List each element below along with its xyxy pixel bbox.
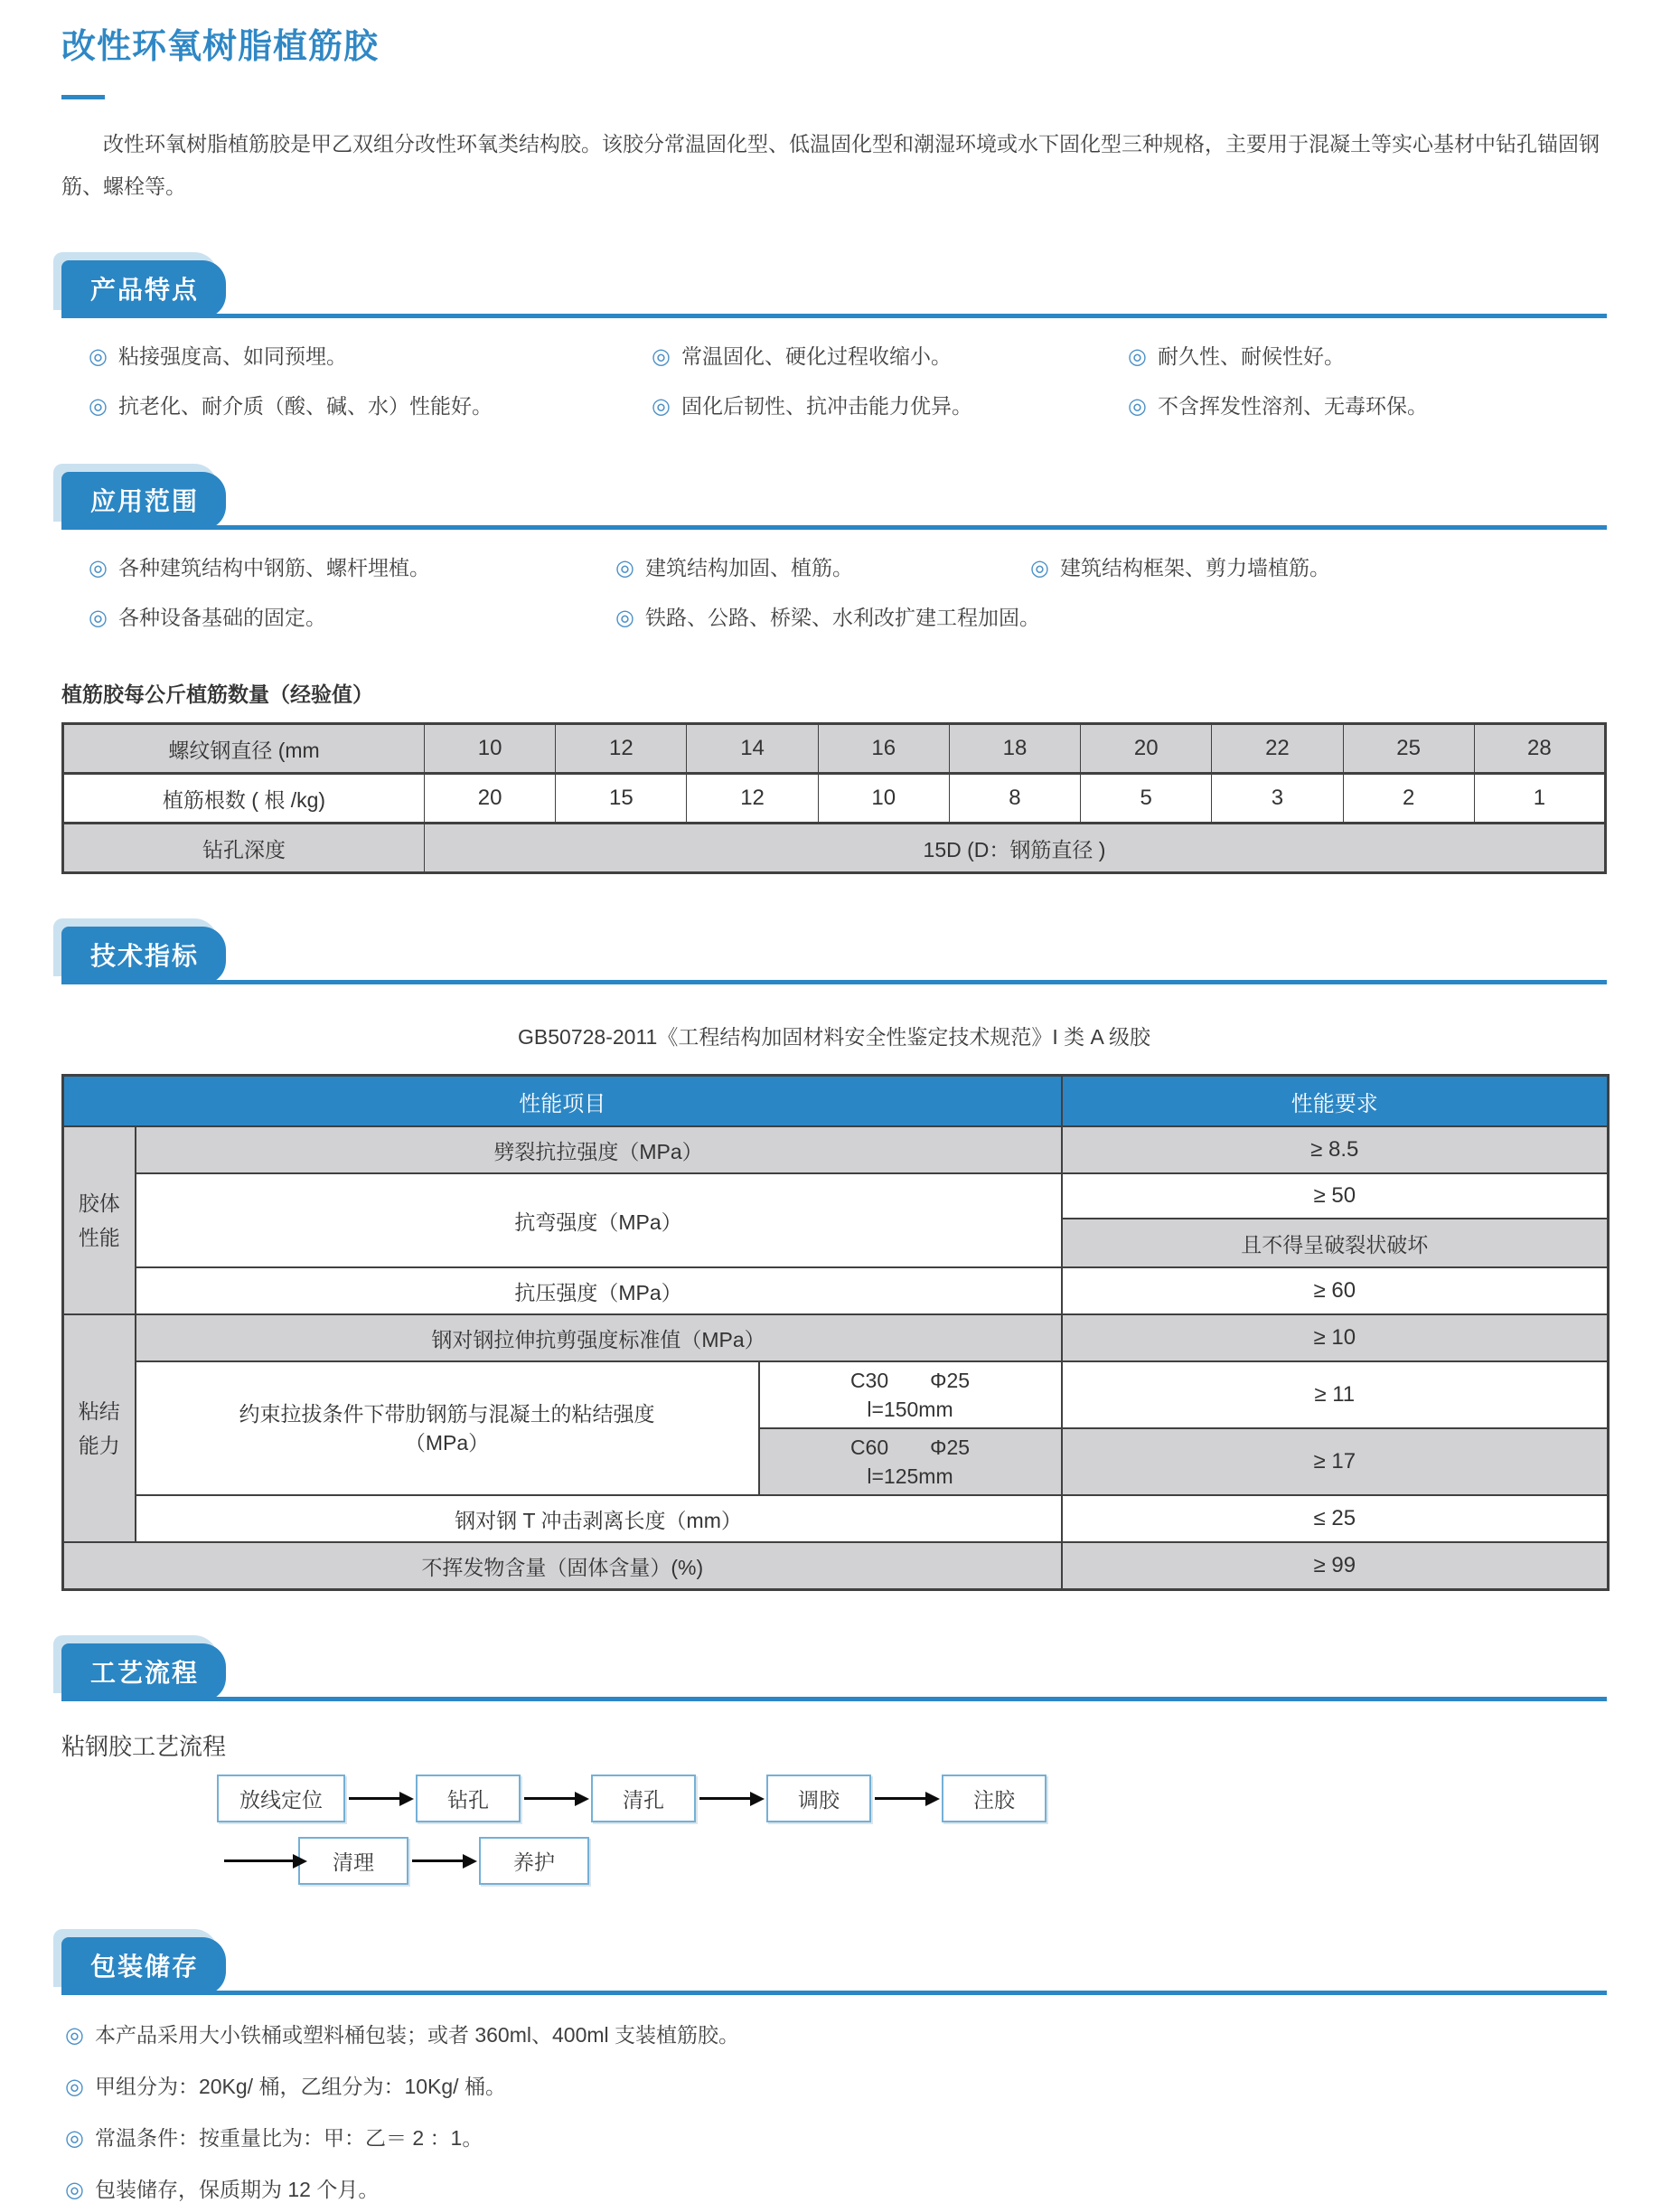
bullseye-bullet-icon xyxy=(1128,344,1147,369)
feature-text: 常温固化、硬化过程收缩小。 xyxy=(680,344,952,368)
section-header-features xyxy=(61,262,1607,318)
section-rule xyxy=(61,980,1607,984)
list-item xyxy=(652,390,1128,419)
section-header-packaging xyxy=(61,1939,1607,1995)
feature-text: 固化后韧性、抗冲击能力优异。 xyxy=(680,394,972,418)
table-row xyxy=(63,1495,1609,1542)
list-item xyxy=(1128,340,1607,370)
standard-note: GB50728-2011《工程结构加固材料安全性鉴定技术规范》I 类 A 级胶 xyxy=(518,1025,1150,1049)
spec-req-cell: ≥ 8.5 xyxy=(1062,1126,1609,1173)
packaging-text: 甲组分为：20Kg/ 桶，乙组分为：10Kg/ 桶。 xyxy=(94,2075,506,2098)
column-header-item: 性能项目 xyxy=(63,1076,1062,1127)
feature-text: 耐久性、耐候性好。 xyxy=(1157,344,1345,368)
bullseye-bullet-icon xyxy=(615,556,634,580)
applications-list xyxy=(61,551,1607,631)
table-cell: 8 xyxy=(949,774,1080,824)
bullseye-bullet-icon xyxy=(89,344,108,369)
table-row xyxy=(63,1361,1609,1428)
section-rule xyxy=(61,525,1607,530)
table-cell: 22 xyxy=(1212,724,1343,774)
flow-arrow-icon xyxy=(875,1797,927,1800)
bullseye-bullet-icon xyxy=(89,394,108,419)
bullseye-bullet-icon xyxy=(1030,556,1049,580)
list-item xyxy=(615,601,1040,631)
bullseye-bullet-icon xyxy=(65,2126,84,2151)
packaging-text: 包装储存，保质期为 12 个月。 xyxy=(94,2178,380,2201)
list-item xyxy=(65,2070,1607,2100)
list-item xyxy=(615,551,1030,581)
spec-req-cell: ≤ 25 xyxy=(1062,1495,1609,1542)
section-header-specs xyxy=(61,928,1607,984)
section-badge-applications: 应用范围 xyxy=(61,472,226,530)
bullseye-bullet-icon xyxy=(615,606,634,630)
packaging-list xyxy=(61,2019,1607,2203)
rebar-table-title: 植筋胶每公斤植筋数量（经验值） xyxy=(61,683,373,706)
spec-label-cell: 钢对钢拉伸抗剪强度标准值（MPa） xyxy=(136,1314,1062,1361)
table-cell: 12 xyxy=(556,724,687,774)
feature-text: 抗老化、耐介质（酸、碱、水）性能好。 xyxy=(117,394,493,418)
list-item xyxy=(65,2173,1607,2203)
list-item xyxy=(652,340,1128,370)
table-row xyxy=(63,774,1606,824)
flow-arrow-icon xyxy=(699,1797,752,1800)
application-text: 建筑结构加固、植筋。 xyxy=(644,556,853,579)
table-cell: 16 xyxy=(818,724,949,774)
table-cell: 18 xyxy=(949,724,1080,774)
spec-label-cell: 钢对钢 T 冲击剥离长度（mm） xyxy=(136,1495,1062,1542)
intro-paragraph: 改性环氧树脂植筋胶是甲乙双组分改性环氧类结构胶。该胶分常温固化型、低温固化型和潮湿环境或水下固化型三种规格，主要用于混凝土等实心基材中钻孔锚固钢筋、螺栓等。 xyxy=(61,132,1600,198)
table-cell: 15D (D：钢筋直径 ) xyxy=(425,824,1606,873)
table-row xyxy=(63,1267,1609,1314)
group-cell-bond: 粘结能力 xyxy=(63,1314,136,1542)
section-rule xyxy=(61,1991,1607,1995)
bullseye-bullet-icon xyxy=(65,2023,84,2048)
flow-arrow-icon xyxy=(412,1859,465,1862)
application-text: 各种建筑结构中钢筋、螺杆埋植。 xyxy=(117,556,430,579)
flow-step-box: 调胶 xyxy=(766,1775,871,1822)
section-rule xyxy=(61,314,1607,318)
packaging-text: 本产品采用大小铁桶或塑料桶包装；或者 360ml、400ml 支装植筋胶。 xyxy=(94,2023,740,2047)
spec-label-cell xyxy=(136,1361,759,1495)
table-cell: 20 xyxy=(425,774,556,824)
flow-step-box: 清理 xyxy=(298,1837,408,1885)
table-cell: 3 xyxy=(1212,774,1343,824)
row-header-cell: 钻孔深度 xyxy=(63,824,425,873)
section-rule xyxy=(61,1697,1607,1701)
table-row xyxy=(63,1126,1609,1173)
list-item xyxy=(89,551,615,581)
column-header-requirement: 性能要求 xyxy=(1062,1076,1609,1127)
list-item xyxy=(65,2019,1607,2048)
rebar-count-table xyxy=(61,722,1607,874)
spec-label-cell: 不挥发物含量（固体含量）(%) xyxy=(63,1542,1062,1590)
list-item xyxy=(65,2122,1607,2151)
table-cell: 15 xyxy=(556,774,687,824)
condition-line: l=125mm xyxy=(867,1464,953,1488)
table-cell: 12 xyxy=(687,774,818,824)
flow-step-box: 养护 xyxy=(479,1837,589,1885)
spec-req-cell: ≥ 17 xyxy=(1062,1428,1609,1495)
bullseye-bullet-icon xyxy=(65,2178,84,2202)
bullseye-bullet-icon xyxy=(1128,394,1147,419)
flow-step-box: 清孔 xyxy=(591,1775,696,1822)
flow-step-box: 注胶 xyxy=(942,1775,1046,1822)
packaging-text: 常温条件：按重量比为：甲：乙＝ 2 ：1。 xyxy=(94,2126,483,2150)
application-text: 建筑结构框架、剪力墙植筋。 xyxy=(1059,556,1330,579)
section-header-process xyxy=(61,1645,1607,1701)
flow-step-box: 放线定位 xyxy=(217,1775,345,1822)
spec-condition-cell xyxy=(759,1428,1062,1495)
spec-req-cell: ≥ 50 xyxy=(1062,1173,1609,1219)
row-header-cell: 植筋根数 ( 根 /kg) xyxy=(63,774,425,824)
list-item xyxy=(89,601,615,631)
table-cell: 5 xyxy=(1081,774,1212,824)
technical-spec-table xyxy=(61,1074,1610,1591)
bullseye-bullet-icon xyxy=(89,606,108,630)
section-badge-specs: 技术指标 xyxy=(61,927,226,984)
flow-step-box: 钻孔 xyxy=(416,1775,521,1822)
flow-arrow-icon xyxy=(524,1797,577,1800)
process-subtitle: 粘钢胶工艺流程 xyxy=(61,1733,227,1760)
flow-arrow-icon xyxy=(349,1797,401,1800)
section-badge-packaging: 包装储存 xyxy=(61,1937,226,1995)
table-cell: 1 xyxy=(1474,774,1605,824)
table-cell: 10 xyxy=(425,724,556,774)
table-cell: 20 xyxy=(1081,724,1212,774)
group-cell-glue: 胶体性能 xyxy=(63,1126,136,1314)
row-header-cell: 螺纹钢直径 (mm xyxy=(63,724,425,774)
feature-text: 粘接强度高、如同预埋。 xyxy=(117,344,347,368)
table-row xyxy=(63,1542,1609,1590)
spec-req-cell: ≥ 99 xyxy=(1062,1542,1609,1590)
spec-label-cell: 劈裂抗拉强度（MPa） xyxy=(136,1126,1062,1173)
spec-req-cell: ≥ 10 xyxy=(1062,1314,1609,1361)
table-row xyxy=(63,724,1606,774)
list-item xyxy=(1128,390,1607,419)
table-row xyxy=(63,1173,1609,1219)
bullseye-bullet-icon xyxy=(652,344,671,369)
table-header-row xyxy=(63,1076,1609,1127)
spec-req-cell: ≥ 60 xyxy=(1062,1267,1609,1314)
spec-req-cell: 且不得呈破裂状破坏 xyxy=(1062,1219,1609,1267)
section-badge-process: 工艺流程 xyxy=(61,1643,226,1701)
spec-condition-cell xyxy=(759,1361,1062,1428)
table-cell: 2 xyxy=(1343,774,1474,824)
spec-label-line: （MPa） xyxy=(404,1431,490,1455)
application-text: 各种设备基础的固定。 xyxy=(117,606,326,629)
table-row xyxy=(63,1314,1609,1361)
process-flow-row-1 xyxy=(217,1775,1607,1822)
feature-text: 不含挥发性溶剂、无毒环保。 xyxy=(1157,394,1428,418)
flow-arrow-icon xyxy=(224,1859,295,1862)
process-flow-row-2 xyxy=(221,1837,1607,1885)
bullseye-bullet-icon xyxy=(65,2075,84,2099)
table-cell: 25 xyxy=(1343,724,1474,774)
page-title: 改性环氧树脂植筋胶 xyxy=(61,28,380,66)
list-item xyxy=(89,340,652,370)
list-item xyxy=(1030,551,1607,581)
spec-label-line: 约束拉拔条件下带肋钢筋与混凝土的粘结强度 xyxy=(239,1402,655,1426)
condition-line: C30 Φ25 xyxy=(849,1369,971,1392)
features-list xyxy=(61,340,1607,419)
table-cell: 28 xyxy=(1474,724,1605,774)
section-header-applications xyxy=(61,474,1607,530)
spec-req-cell: ≥ 11 xyxy=(1062,1361,1609,1428)
spec-label-cell: 抗压强度（MPa） xyxy=(136,1267,1062,1314)
condition-line: l=150mm xyxy=(867,1398,953,1421)
table-cell: 14 xyxy=(687,724,818,774)
list-item xyxy=(89,390,652,419)
application-text: 铁路、公路、桥梁、水利改扩建工程加固。 xyxy=(644,606,1040,629)
condition-line: C60 Φ25 xyxy=(849,1436,971,1459)
bullseye-bullet-icon xyxy=(89,556,108,580)
title-underline-dash xyxy=(61,95,105,99)
spec-label-cell: 抗弯强度（MPa） xyxy=(136,1173,1062,1267)
bullseye-bullet-icon xyxy=(652,394,671,419)
section-badge-features: 产品特点 xyxy=(61,260,226,318)
table-cell: 10 xyxy=(818,774,949,824)
table-row xyxy=(63,824,1606,873)
